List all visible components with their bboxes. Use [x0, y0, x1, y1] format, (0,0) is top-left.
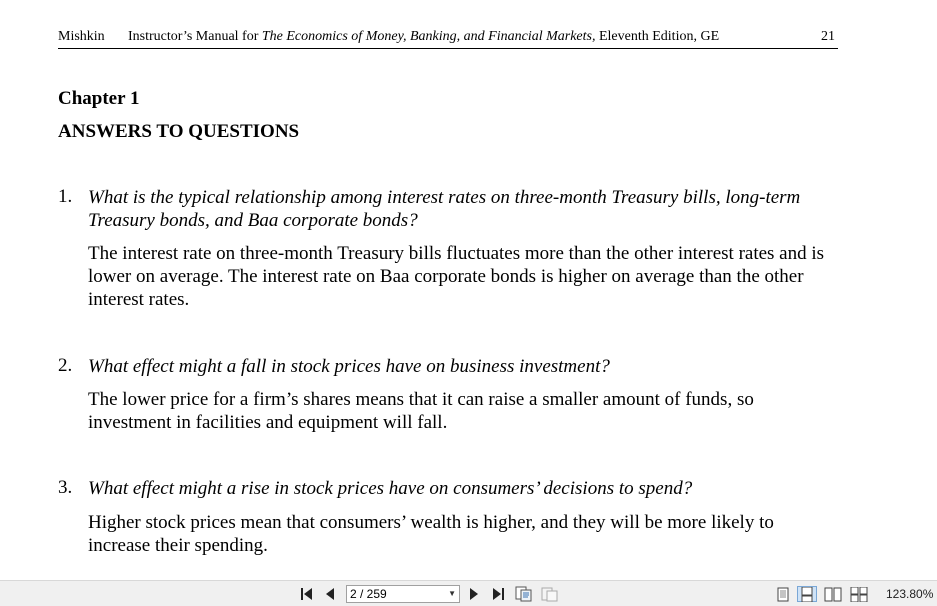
next-page-button[interactable]: [466, 586, 482, 602]
answer-text: The interest rate on three-month Treasury bills fluctuates more than the other interest rates and is lower on average. The interest rate on Baa corporate bonds is higher on average than the other interest rates.: [88, 243, 825, 310]
continuous-facing-button[interactable]: [848, 586, 870, 602]
copy-icon: [515, 586, 533, 602]
first-page-button[interactable]: [298, 586, 316, 602]
header-manual-title: Instructor’s Manual for The Economics of Money, Banking, and Financial Markets, Eleventh Edition, GE: [128, 29, 720, 44]
page-indicator: 2 / 259: [350, 587, 387, 601]
zoom-level[interactable]: 123.80%: [886, 587, 934, 601]
continuous-page-icon: [801, 587, 813, 602]
header-author: Mishkin: [58, 29, 105, 44]
question-number: 1.: [58, 186, 73, 207]
page-selector[interactable]: [346, 585, 460, 603]
continuous-view-button[interactable]: [797, 586, 817, 602]
two-page-icon: [824, 587, 842, 602]
next-page-icon: [468, 587, 480, 601]
question-text: What effect might a rise in stock prices have on consumers’ decisions to spend?: [88, 478, 693, 499]
two-page-continuous-icon: [850, 587, 868, 602]
question-text: What is the typical relationship among interest rates on three-month Treasury bills, long-term Treasury bonds, and Baa corporate bonds?: [88, 187, 801, 231]
chapter-title: Chapter 1: [58, 88, 140, 109]
question-number: 3.: [58, 477, 73, 498]
previous-page-icon: [324, 587, 336, 601]
running-header: [58, 29, 838, 49]
single-page-view-button[interactable]: [774, 586, 792, 602]
answer-text: The lower price for a firm’s shares means that it can raise a smaller amount of funds, so investment in facilities and equipment will fall.: [88, 389, 754, 433]
first-page-icon: [299, 587, 315, 601]
answer-text: Higher stock prices mean that consumers’ wealth is higher, and they will be more likely to increase their spending.: [88, 512, 774, 556]
copy-page-button[interactable]: [514, 586, 534, 602]
header-page-number: 21: [821, 29, 835, 44]
question-number: 2.: [58, 355, 73, 376]
viewer-toolbar: [0, 580, 937, 606]
paste-icon: [541, 586, 559, 602]
last-page-icon: [490, 587, 506, 601]
last-page-button[interactable]: [489, 586, 507, 602]
previous-page-button[interactable]: [322, 586, 338, 602]
section-heading: ANSWERS TO QUESTIONS: [58, 121, 300, 142]
chevron-down-icon: ▼: [448, 589, 456, 598]
single-page-icon: [777, 587, 789, 602]
paste-page-button[interactable]: [540, 586, 560, 602]
question-text: What effect might a fall in stock prices have on business investment?: [88, 356, 610, 377]
facing-pages-button[interactable]: [822, 586, 844, 602]
